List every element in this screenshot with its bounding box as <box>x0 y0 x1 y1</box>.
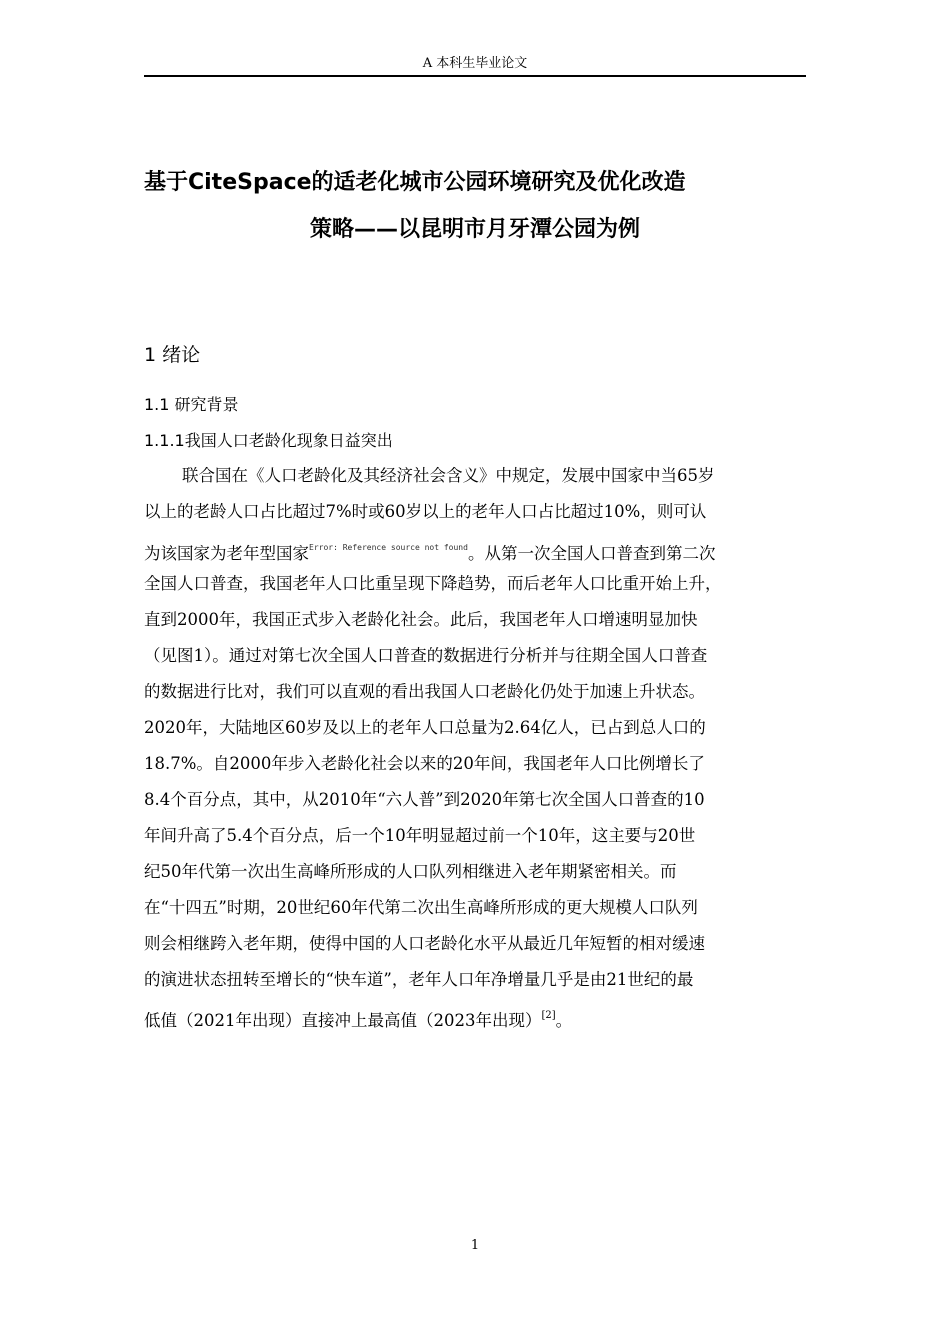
paragraph-text: 。 <box>555 1011 573 1030</box>
paragraph-line: 联合国在《人口老龄化及其经济社会含义》中规定，发展中国家中当65岁 <box>182 466 715 485</box>
subsubsection-number: 1.1.1 <box>144 431 185 450</box>
paragraph-line: 全国人口普查，我国老年人口比重呈现下降趋势，而后老年人口比重开始上升， <box>144 574 722 593</box>
paragraph-line: 8.4个百分点，其中，从2010年“六人普”到2020年第七次全国人口普查的10 <box>144 790 705 809</box>
paragraph-text: 为该国家为老年型国家 <box>144 544 309 563</box>
paragraph-line: 纪50年代第一次出生高峰所形成的人口队列相继进入老年期紧密相关。而 <box>144 862 677 881</box>
paragraph-line <box>144 533 814 569</box>
paragraph-line: 2020年，大陆地区60岁及以上的老年人口总量为2.64亿人，已占到总人口的 <box>144 718 706 737</box>
body-paragraph <box>144 461 814 1037</box>
page-number: 1 <box>470 1238 480 1253</box>
subsubsection-title: 我国人口老龄化现象日益突出 <box>184 431 393 450</box>
paragraph-line: 的数据进行比对，我们可以直观的看出我国人口老龄化仍处于加速上升状态。 <box>144 682 705 701</box>
paragraph-line <box>144 1001 814 1037</box>
header-rule <box>144 75 806 77</box>
running-header: A 本科生毕业论文 <box>422 56 528 71</box>
paragraph-line: 则会相继跨入老年期，使得中国的人口老龄化水平从最近几年短暂的相对缓速 <box>144 934 705 953</box>
paragraph-line: 年间升高了5.4个百分点，后一个10年明显超过前一个10年，这主要与20世 <box>144 826 696 845</box>
citation-mark[interactable]: [2] <box>541 1010 556 1021</box>
title-line-2: 策略——以昆明市月牙潭公园为例 <box>309 217 640 242</box>
title-line-1: 基于CiteSpace的适老化城市公园环境研究及优化改造 <box>144 170 686 195</box>
paragraph-text: 。从第一次全国人口普查到第二次 <box>467 544 716 563</box>
paragraph-line: 直到2000年，我国正式步入老龄化社会。此后，我国老年人口增速明显加快 <box>144 610 698 629</box>
paragraph-line: 以上的老龄人口占比超过7%时或60岁以上的老年人口占比超过10%，则可认 <box>144 502 707 521</box>
reference-error-note: Error: Reference source not found <box>309 543 468 552</box>
paragraph-line: （见图1）。通过对第七次全国人口普查的数据进行分析并与往期全国人口普查 <box>144 646 708 665</box>
subsubsection-heading <box>144 430 393 452</box>
paragraph-line: 18.7%。自2000年步入老龄化社会以来的20年间，我国老年人口比例增长了 <box>144 754 705 773</box>
section-heading: 1 绪论 <box>144 344 201 366</box>
paragraph-line: 在“十四五”时期，20世纪60年代第二次出生高峰所形成的更大规模人口队列 <box>144 898 698 917</box>
subsection-heading: 1.1 研究背景 <box>144 395 239 414</box>
paragraph-text: 低值（2021年出现）直接冲上最高值（2023年出现） <box>144 1011 542 1030</box>
paragraph-line: 的演进状态扭转至增长的“快车道”，老年人口年净增量几乎是由21世纪的最 <box>144 970 694 989</box>
